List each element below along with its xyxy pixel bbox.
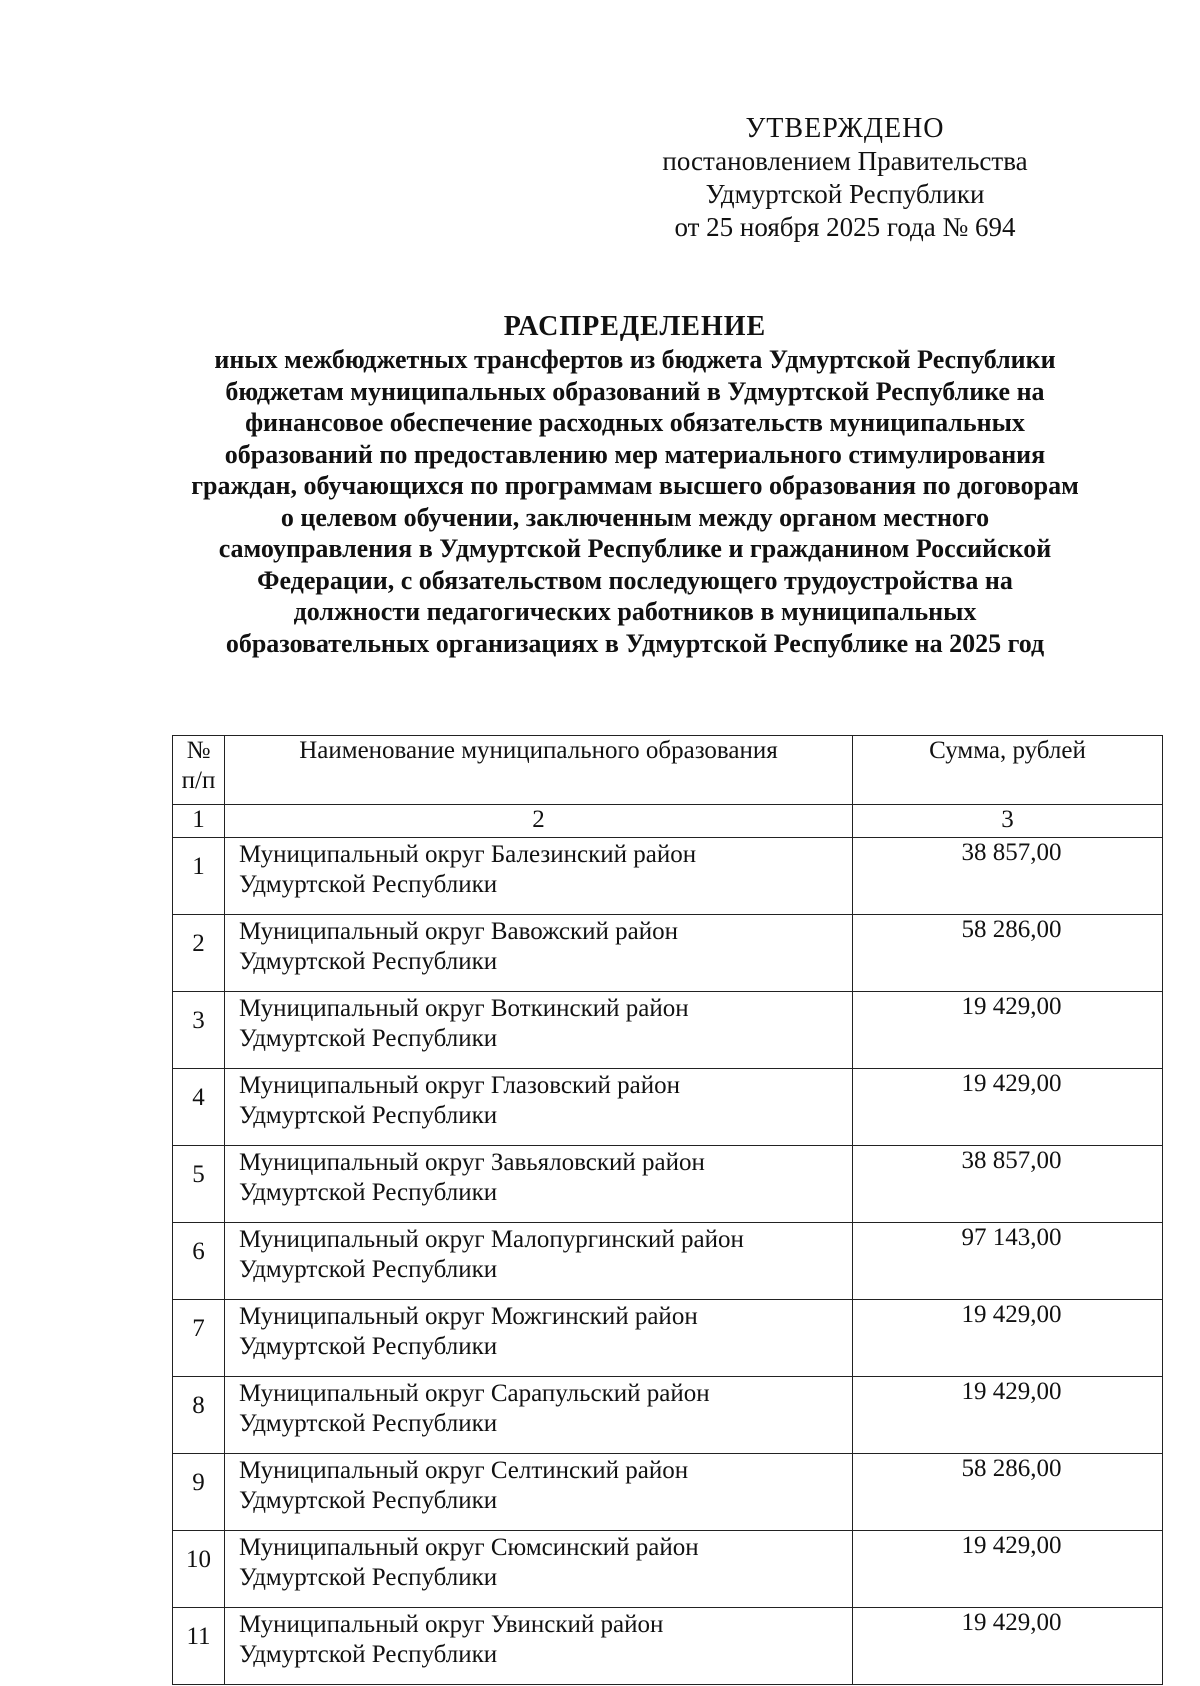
row-municipality-name [225, 1300, 853, 1377]
municipality-name-line-1: Муниципальный округ Балезинский район [239, 841, 697, 868]
header-sum: Сумма, рублей [853, 736, 1163, 805]
table-body [173, 838, 1163, 1685]
header-number [173, 736, 225, 805]
table-row [173, 1377, 1163, 1454]
approval-line-1: постановлением Правительства [662, 146, 1028, 176]
municipality-name-line-2: Удмуртской Республики [239, 1641, 498, 1668]
header-number-line-1: № [186, 737, 211, 764]
municipality-name-line-1: Муниципальный округ Сарапульский район [239, 1380, 710, 1407]
municipality-name-line-1: Муниципальный округ Селтинский район [239, 1457, 689, 1484]
approval-block [600, 112, 1090, 244]
municipality-name-line-2: Удмуртской Республики [239, 948, 498, 975]
row-number: 2 [173, 915, 225, 992]
approved-stamp-text: УТВЕРЖДЕНО [745, 113, 945, 144]
municipality-name-line-1: Муниципальный округ Увинский район [239, 1611, 664, 1638]
table-row [173, 1223, 1163, 1300]
row-sum: 19 429,00 [853, 1069, 1163, 1146]
table-row [173, 1300, 1163, 1377]
row-sum: 19 429,00 [853, 1300, 1163, 1377]
row-municipality-name [225, 915, 853, 992]
row-sum: 19 429,00 [853, 1608, 1163, 1685]
row-sum: 19 429,00 [853, 1531, 1163, 1608]
municipality-name-line-1: Муниципальный округ Воткинский район [239, 995, 689, 1022]
table-row [173, 915, 1163, 992]
row-number: 3 [173, 992, 225, 1069]
municipality-name-line-1: Муниципальный округ Сюмсинский район [239, 1534, 699, 1561]
table-row [173, 1608, 1163, 1685]
title-subtitle: иных межбюджетных трансфертов из бюджета Удмуртской Республики бюджетам муниципальных образований в Удмуртской Республике на финансовое обеспечение расходных обязательств муниципальных образований по предоставлению мер материального стимулирования граждан, обучающихся по программам высшего образования по договорам о целевом обучении, заключенным между органом местного самоуправления в Удмуртской Республике и гражданином Российской Федерации, с обязательством последующего трудоустройства на должности педагогических работников в муниципальных образовательных организациях в Удмуртской Республике на 2025 год [191, 345, 1079, 658]
municipality-name-line-2: Удмуртской Республики [239, 1025, 498, 1052]
row-sum: 58 286,00 [853, 915, 1163, 992]
row-number: 8 [173, 1377, 225, 1454]
table-header-row [173, 736, 1163, 805]
column-index-row [173, 805, 1163, 838]
table-row [173, 1454, 1163, 1531]
row-municipality-name [225, 1146, 853, 1223]
distribution-table [172, 735, 1163, 1685]
municipality-name-line-2: Удмуртской Республики [239, 1256, 498, 1283]
row-sum: 58 286,00 [853, 1454, 1163, 1531]
approval-line-3: от 25 ноября 2025 года № 694 [674, 212, 1016, 242]
municipality-name-line-2: Удмуртской Республики [239, 1487, 498, 1514]
municipality-name-line-2: Удмуртской Республики [239, 1564, 498, 1591]
document-title [140, 310, 1130, 659]
approval-line-2: Удмуртской Республики [705, 179, 985, 209]
column-index-3: 3 [853, 805, 1163, 838]
row-number: 5 [173, 1146, 225, 1223]
table-row [173, 1069, 1163, 1146]
row-municipality-name [225, 1454, 853, 1531]
header-number-line-2: п/п [181, 767, 216, 794]
row-municipality-name [225, 1223, 853, 1300]
row-municipality-name [225, 838, 853, 915]
municipality-name-line-2: Удмуртской Республики [239, 1179, 498, 1206]
row-number: 6 [173, 1223, 225, 1300]
row-number: 11 [173, 1608, 225, 1685]
municipality-name-line-1: Муниципальный округ Вавожский район [239, 918, 679, 945]
row-number: 4 [173, 1069, 225, 1146]
table-row [173, 1146, 1163, 1223]
table-row [173, 838, 1163, 915]
row-sum: 38 857,00 [853, 1146, 1163, 1223]
row-number: 7 [173, 1300, 225, 1377]
row-municipality-name [225, 1069, 853, 1146]
table-row [173, 992, 1163, 1069]
column-index-2: 2 [225, 805, 853, 838]
municipality-name-line-1: Муниципальный округ Можгинский район [239, 1303, 698, 1330]
municipality-name-line-2: Удмуртской Республики [239, 1333, 498, 1360]
row-municipality-name [225, 992, 853, 1069]
row-sum: 19 429,00 [853, 1377, 1163, 1454]
municipality-name-line-2: Удмуртской Республики [239, 1410, 498, 1437]
row-number: 9 [173, 1454, 225, 1531]
row-municipality-name [225, 1377, 853, 1454]
municipality-name-line-2: Удмуртской Республики [239, 871, 498, 898]
municipality-name-line-1: Муниципальный округ Малопургинский район [239, 1226, 744, 1253]
header-name: Наименование муниципального образования [225, 736, 853, 805]
municipality-name-line-1: Муниципальный округ Глазовский район [239, 1072, 680, 1099]
row-municipality-name [225, 1531, 853, 1608]
row-number: 10 [173, 1531, 225, 1608]
column-index-1: 1 [173, 805, 225, 838]
municipality-name-line-2: Удмуртской Республики [239, 1102, 498, 1129]
row-sum: 19 429,00 [853, 992, 1163, 1069]
table-row [173, 1531, 1163, 1608]
row-municipality-name [225, 1608, 853, 1685]
title-heading: РАСПРЕДЕЛЕНИЕ [503, 311, 767, 342]
municipality-name-line-1: Муниципальный округ Завьяловский район [239, 1149, 705, 1176]
row-sum: 38 857,00 [853, 838, 1163, 915]
row-sum: 97 143,00 [853, 1223, 1163, 1300]
row-number: 1 [173, 838, 225, 915]
